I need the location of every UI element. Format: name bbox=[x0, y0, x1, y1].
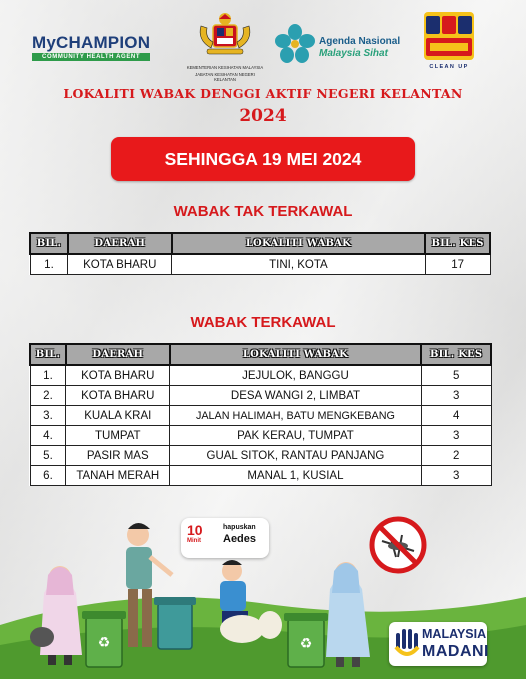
cell-bil: 1. bbox=[30, 254, 68, 275]
header-daerah: DAERAH bbox=[66, 344, 170, 365]
kkm-caption-line1: KEMENTERIAN KESIHATAN MALAYSIA bbox=[186, 65, 264, 70]
page-year: 2024 bbox=[239, 106, 287, 126]
section-title-uncontrolled: WABAK TAK TERKAWAL bbox=[173, 203, 353, 220]
poster-line1: hapuskan bbox=[223, 524, 256, 531]
poster-number: 10 bbox=[187, 522, 203, 538]
cell-kes: 2 bbox=[421, 446, 491, 466]
cell-lokaliti: MANAL 1, KUSIAL bbox=[170, 466, 422, 486]
cell-kes: 4 bbox=[421, 406, 491, 426]
cell-lokaliti: TINI, KOTA bbox=[172, 254, 426, 275]
mychampion-subtitle: COMMUNITY HEALTH AGENT bbox=[32, 53, 150, 61]
table-row bbox=[30, 254, 490, 275]
section-title-controlled: WABAK TERKAWAL bbox=[190, 314, 336, 331]
kkm-logo bbox=[184, 12, 266, 82]
poster-line2: Aedes bbox=[223, 533, 257, 545]
onemalaysia-subtitle: CLEAN UP bbox=[429, 64, 469, 70]
cell-daerah: KOTA BHARU bbox=[68, 254, 172, 275]
kkm-caption-line2: JABATAN KESIHATAN NEGERI KELANTAN bbox=[195, 72, 255, 82]
logo-strip bbox=[0, 0, 526, 82]
no-mosquito-icon bbox=[372, 519, 424, 571]
header-lokaliti: LOKALITI WABAK bbox=[170, 344, 422, 365]
cell-kes: 3 bbox=[421, 466, 491, 486]
cell-bil: 2. bbox=[30, 386, 66, 406]
agenda-subtitle: Malaysia Sihat bbox=[319, 48, 388, 59]
agenda-nasional-logo bbox=[275, 24, 405, 64]
onemalaysia-cleanup-logo bbox=[420, 8, 478, 70]
recycle-bin-left bbox=[82, 611, 126, 667]
table-row bbox=[30, 386, 491, 406]
svg-text:♻: ♻ bbox=[97, 634, 111, 650]
table-row bbox=[30, 426, 491, 446]
cell-bil: 5. bbox=[30, 446, 66, 466]
cell-lokaliti: PAK KERAU, TUMPAT bbox=[170, 426, 422, 446]
header-lokaliti: LOKALITI WABAK bbox=[172, 233, 426, 254]
boy-figure bbox=[220, 560, 282, 643]
cell-bil: 3. bbox=[30, 406, 66, 426]
madani-line2: MADANI bbox=[422, 643, 489, 660]
cell-lokaliti: DESA WANGI 2, LIMBAT bbox=[170, 386, 422, 406]
cell-daerah: KOTA BHARU bbox=[66, 386, 170, 406]
cell-daerah: KOTA BHARU bbox=[66, 365, 170, 386]
coat-of-arms-icon bbox=[193, 12, 257, 58]
controlled-outbreak-table bbox=[29, 343, 492, 486]
mychampion-logo bbox=[32, 34, 150, 61]
cell-bil: 4. bbox=[30, 426, 66, 446]
cell-kes: 3 bbox=[421, 386, 491, 406]
mychampion-title: MyCHAMPION bbox=[32, 33, 151, 52]
cell-bil: 1. bbox=[30, 365, 66, 386]
malaysia-madani-logo bbox=[389, 622, 487, 666]
cell-lokaliti: JEJULOK, BANGGU bbox=[170, 365, 422, 386]
table-row bbox=[30, 365, 491, 386]
uncontrolled-outbreak-table bbox=[29, 232, 491, 275]
header-bil: BIL. bbox=[30, 344, 66, 365]
date-banner: SEHINGGA 19 MEI 2024 bbox=[111, 137, 415, 181]
table-row bbox=[30, 446, 491, 466]
cell-lokaliti: GUAL SITOK, RANTAU PANJANG bbox=[170, 446, 422, 466]
madani-line1: MALAYSIA bbox=[422, 627, 487, 641]
poster-unit: Minit bbox=[187, 538, 201, 544]
cell-bil: 6. bbox=[30, 466, 66, 486]
table-header-row bbox=[30, 344, 491, 365]
cell-lokaliti: JALAN HALIMAH, BATU MENGKEBANG bbox=[170, 406, 422, 426]
recycle-bin-right bbox=[284, 613, 328, 667]
agenda-title: Agenda Nasional bbox=[319, 36, 401, 47]
cell-kes: 3 bbox=[421, 426, 491, 446]
madani-hand-icon bbox=[393, 627, 421, 661]
header-bil: BIL. bbox=[30, 233, 68, 254]
table-row bbox=[30, 406, 491, 426]
header-daerah: DAERAH bbox=[68, 233, 172, 254]
header-kes: BIL. KES bbox=[421, 344, 491, 365]
cell-kes: 5 bbox=[421, 365, 491, 386]
cell-daerah: PASIR MAS bbox=[66, 446, 170, 466]
table-header-row bbox=[30, 233, 490, 254]
girl-figure-right bbox=[326, 562, 370, 667]
trash-bin-center bbox=[154, 597, 196, 649]
cell-daerah: TANAH MERAH bbox=[66, 466, 170, 486]
svg-text:♻: ♻ bbox=[299, 635, 313, 651]
hibiscus-icon bbox=[275, 24, 315, 64]
cell-kes: 17 bbox=[425, 254, 490, 275]
cell-daerah: TUMPAT bbox=[66, 426, 170, 446]
cell-daerah: KUALA KRAI bbox=[66, 406, 170, 426]
hapuskan-aedes-poster bbox=[181, 518, 269, 558]
header-kes: BIL. KES bbox=[425, 233, 490, 254]
onemalaysia-icon bbox=[420, 8, 478, 64]
page-title: LOKALITI WABAK DENGGI AKTIF NEGERI KELANTAN bbox=[63, 86, 463, 101]
table-row bbox=[30, 466, 491, 486]
